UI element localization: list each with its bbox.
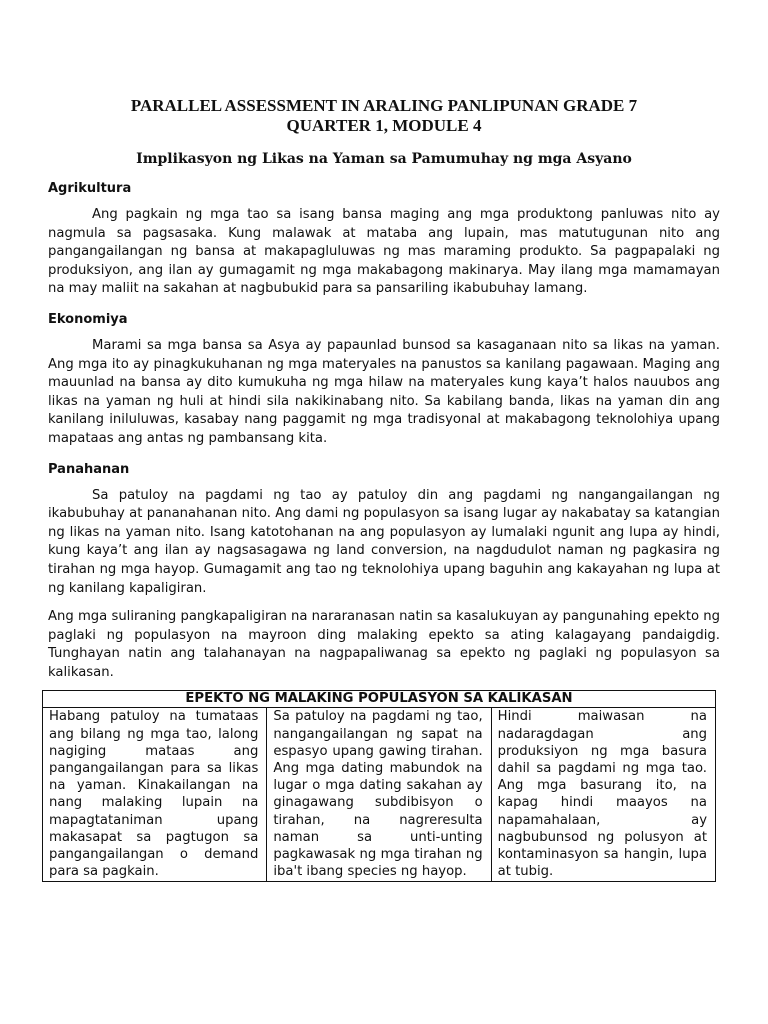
table-header: EPEKTO NG MALAKING POPULASYON SA KALIKASAN: [43, 691, 716, 708]
closing-paragraph: Ang mga suliraning pangkapaligiran na nararanasan natin sa kasalukuyan ay pangunahing epekto ng paglaki ng populasyon na mayroon ding malaking epekto sa ating kalagayang pandaigdig. Tunghayan natin ang talahanayan na nagpapaliwanag sa epekto ng paglaki ng populasyon sa kalikasan.: [48, 609, 720, 680]
table-header-row: [43, 691, 716, 708]
section-paragraph-ekonomiya: Marami sa mga bansa sa Asya ay papaunlad bunsod sa kasaganaan nito sa likas na yaman. Ang mga ito ay pinagkukuhanan ng mga materyales na panustos sa kanilang pagawaan. Maging ang mauunlad na bansa ay dito kumukuha ng mga hilaw na materyales kung kaya’t halos nauubos ang likas na yaman ng huli at hindi sila nakikinabang nito. Sa kabilang banda, likas na yaman din ang kanilang iniluluwas, kasabay nang paggamit ng mga tradisyonal at makabagong teknolohiya upang mapataas ang antas ng pambansang kita.: [48, 337, 720, 446]
document-title-line1: PARALLEL ASSESSMENT IN ARALING PANLIPUNAN GRADE 7: [130, 96, 638, 115]
document-subtitle: Implikasyon ng Likas na Yaman sa Pamumuhay ng mga Asyano: [136, 151, 632, 167]
table-cell-housing: Sa patuloy na pagdami ng tao, nangangailangan ng sapat na espasyo upang gawing tirahan. Ang mga dating mabundok na lugar o mga dating sakahan ay ginagawang subdibisyon o tirahan, na nagreresulta naman sa unti-unting pagkawasak ng mga tirahan ng iba't ibang species ng hayop.: [267, 708, 491, 881]
table-row: [43, 708, 716, 881]
section-heading-agrikultura: Agrikultura: [48, 181, 132, 196]
document-title-line2: QUARTER 1, MODULE 4: [286, 116, 482, 135]
section-paragraph-panahanan: Sa patuloy na pagdami ng tao ay patuloy din ang pagdami ng nangangailangan ng ikabubuhay at pananahanan nito. Ang dami ng populasyon sa isang lugar ay nakabatay sa katangian ng likas na yaman nito. Isang katotohanan na ang populasyon ay lumalaki ngunit ang lupa ay hindi, kung kaya’t ang ilan ay nagsasagawa ng land conversion, na nagdudulot naman ng pagkasira ng tirahan ng mga hayop. Gumagamit ang tao ng teknolohiya upang baguhin ang kakayahan ng lupa at ng kanilang kapaligiran.: [48, 487, 720, 596]
section-heading-panahanan: Panahanan: [48, 461, 130, 477]
section-heading-ekonomiya: Ekonomiya: [48, 311, 128, 327]
table-cell-waste-pollution: Hindi maiwasan na nadaragdagan ang produksiyon ng mga basura dahil sa pagdami ng mga tao. Ang mga basurang ito, na kapag hindi maayos na napamahalaan, ay nagbubunsod ng polusyon at kontaminasyon sa hangin, lupa at tubig.: [491, 708, 715, 881]
section-paragraph-agrikultura: Ang pagkain ng mga tao sa isang bansa maging ang mga produktong panluwas nito ay nagmula sa pagsasaka. Kung malawak at mataba ang lupain, mas matutugunan nito ang pangangailangan ng bansa at makapagluluwas ng mas maraming produkto. Sa pagpapalaki ng produksiyon, ang ilan ay gumagamit ng mga makabagong makinarya. May ilang mga mamamayan na may maliit na sakahan at nagbubukid para sa pansariling ikabubuhay lamang.: [48, 207, 720, 297]
table-cell-food-demand: Habang patuloy na tumataas ang bilang ng mga tao, lalong nagiging mataas ang pangangailangan para sa likas na yaman. Kinakailangan na nang malaking lupain na mapagtataniman upang makasapat sa pagtugon sa pangangailangan o demand para sa pagkain.: [43, 708, 267, 881]
effects-table: [42, 690, 716, 881]
